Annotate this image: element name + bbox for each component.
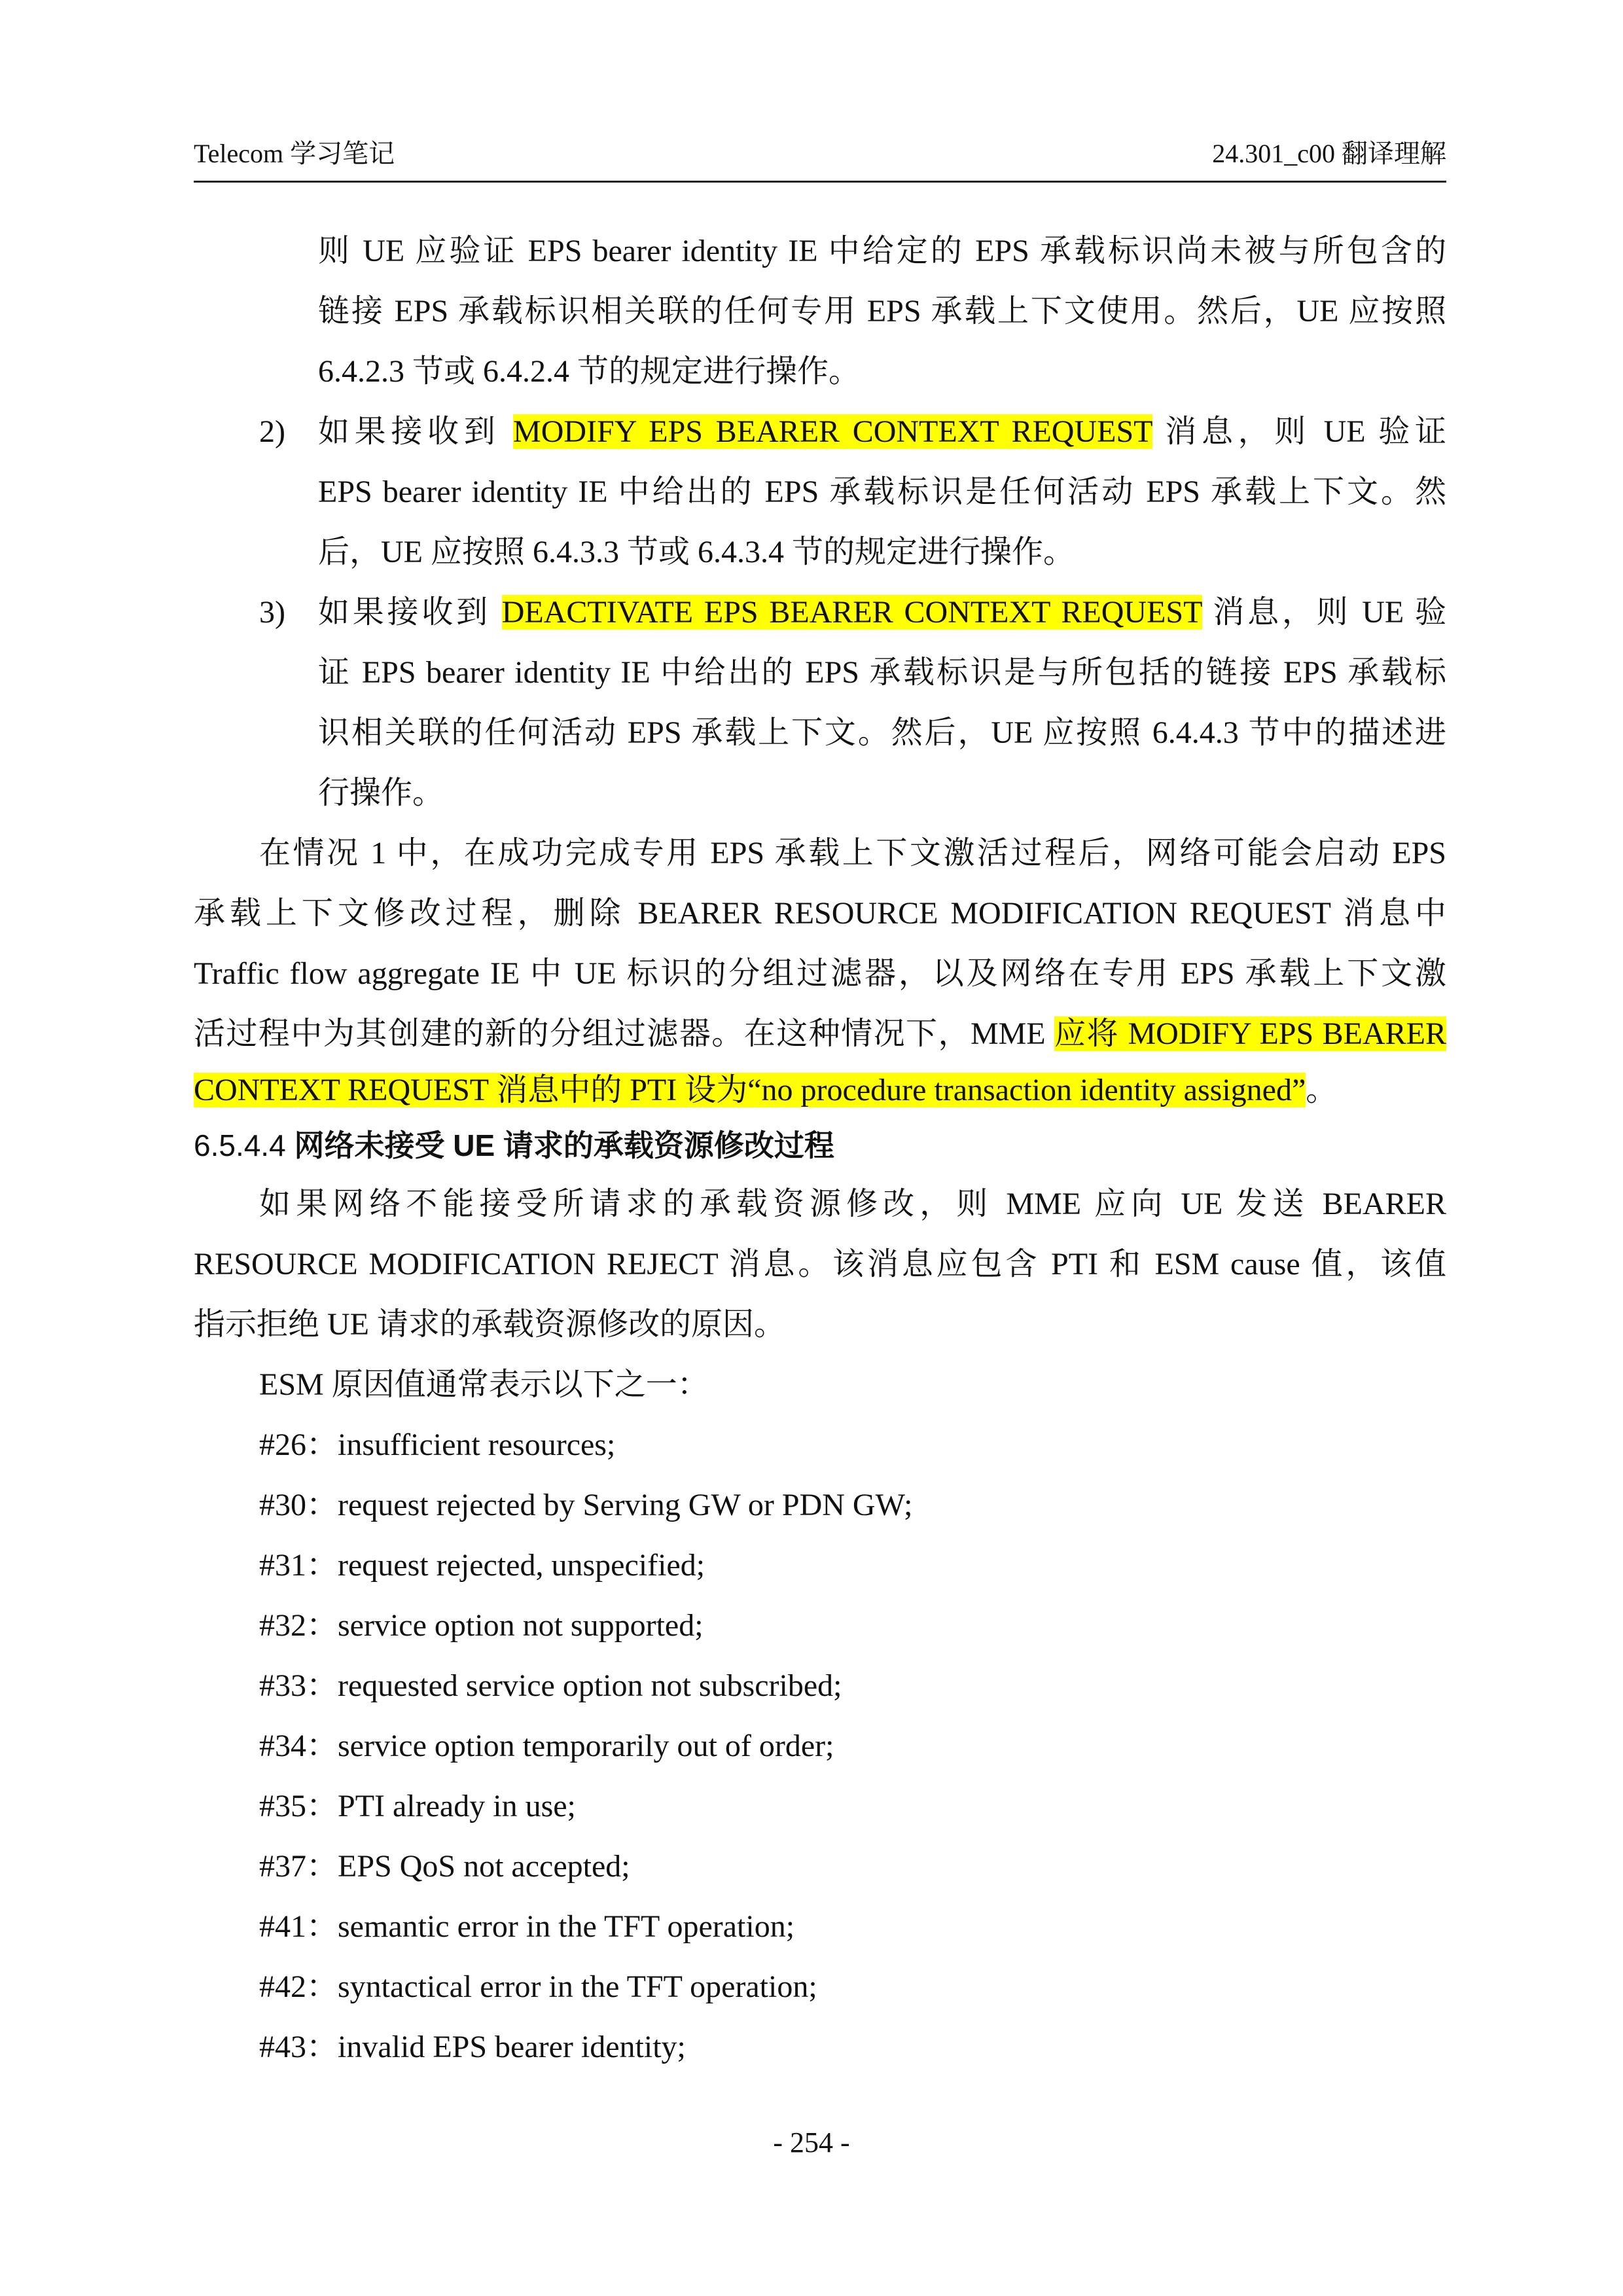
paragraph-text: 。 (1306, 1073, 1338, 1107)
section-number: 6.5.4.4 (194, 1128, 286, 1162)
highlighted-text: MODIFY EPS BEARER CONTEXT REQUEST (513, 414, 1152, 449)
list-item-3-line: 证 EPS bearer identity IE 中给出的 EPS 承载标识是与所包括的链接 EPS 承载标 (318, 655, 1446, 690)
paragraph-line: 承载上下文修改过程，删除 BEARER RESOURCE MODIFICATION REQUEST 消息中 (194, 896, 1446, 931)
paragraph-line: 在情况 1 中，在成功完成专用 EPS 承载上下文激活过程后，网络可能会启动 EPS (259, 836, 1446, 870)
item-text: 消息，则 UE 验 (1202, 595, 1446, 630)
cause-item: #33：requested service option not subscribed; (259, 1668, 842, 1703)
list-item-2-line: 后，UE 应按照 6.4.3.3 节或 6.4.3.4 节的规定进行操作。 (318, 535, 1075, 569)
item-text: 如果接收到 (318, 595, 502, 630)
highlighted-text: DEACTIVATE EPS BEARER CONTEXT REQUEST (501, 595, 1202, 630)
list-item-2-line: EPS bearer identity IE 中给出的 EPS 承载标识是任何活动 EPS 承载上下文。然 (318, 475, 1446, 509)
continuation-line: 则 UE 应验证 EPS bearer identity IE 中给定的 EPS 承载标识尚未被与所包含的 (318, 234, 1446, 268)
page-number: - 254 - (773, 2126, 850, 2159)
paragraph-line (194, 1064, 1446, 1117)
highlighted-text: 应将 MODIFY EPS BEARER (1054, 1016, 1446, 1051)
item-text: 消息，则 UE 验证 (1152, 414, 1446, 449)
cause-item: #30：request rejected by Serving GW or PDN GW; (259, 1488, 913, 1522)
list-item-number: 2) (259, 414, 285, 449)
continuation-line: 6.4.2.3 节或 6.4.2.4 节的规定进行操作。 (318, 354, 861, 389)
header-right-title: 24.301_c00 翻译理解 (1212, 139, 1446, 168)
cause-item: #37：EPS QoS not accepted; (259, 1849, 630, 1884)
list-item-3-line (194, 583, 1446, 643)
section-title: 网络未接受 UE 请求的承载资源修改过程 (294, 1128, 834, 1162)
paragraph-line: 如果网络不能接受所请求的承载资源修改，则 MME 应向 UE 发送 BEARER (259, 1187, 1446, 1221)
header-left-title: Telecom 学习笔记 (194, 139, 395, 168)
cause-item: #31：request rejected, unspecified; (259, 1548, 705, 1583)
continuation-line: 链接 EPS 承载标识相关联的任何专用 EPS 承载上下文使用。然后，UE 应按照 (318, 294, 1446, 329)
cause-item: #41：semantic error in the TFT operation; (259, 1909, 795, 1944)
paragraph-line: Traffic flow aggregate IE 中 UE 标识的分组过滤器，以及网络在专用 EPS 承载上下文激 (194, 956, 1446, 991)
list-item-2-line (194, 402, 1446, 462)
cause-item: #32：service option not supported; (259, 1608, 704, 1643)
item-text: 如果接收到 (318, 414, 514, 449)
section-heading (194, 1117, 1446, 1174)
paragraph-text: 活过程中为其创建的新的分组过滤器。在这种情况下，MME (194, 1016, 1055, 1051)
cause-item: #34：service option temporarily out of order; (259, 1729, 834, 1763)
highlighted-text: CONTEXT REQUEST 消息中的 PTI 设为“no procedure transaction identity assigned” (194, 1073, 1306, 1107)
cause-item: #42：syntactical error in the TFT operation; (259, 1969, 817, 2004)
page-header (194, 128, 1446, 183)
paragraph-line: 指示拒绝 UE 请求的承载资源修改的原因。 (194, 1307, 785, 1342)
cause-item: #26：insufficient resources; (259, 1427, 616, 1462)
cause-item: #43：invalid EPS bearer identity; (259, 2030, 686, 2064)
list-item-number: 3) (259, 595, 285, 630)
paragraph-line: RESOURCE MODIFICATION REJECT 消息。该消息应包含 PTI 和 ESM cause 值，该值 (194, 1247, 1446, 1282)
paragraph-line (194, 1004, 1446, 1064)
cause-intro: ESM 原因值通常表示以下之一： (259, 1367, 709, 1402)
page-content (194, 221, 1446, 2077)
list-item-3-line: 识相关联的任何活动 EPS 承载上下文。然后，UE 应按照 6.4.4.3 节中的描述进 (318, 715, 1446, 750)
cause-item: #35：PTI already in use; (259, 1789, 576, 1823)
list-item-3-line: 行操作。 (318, 776, 444, 810)
